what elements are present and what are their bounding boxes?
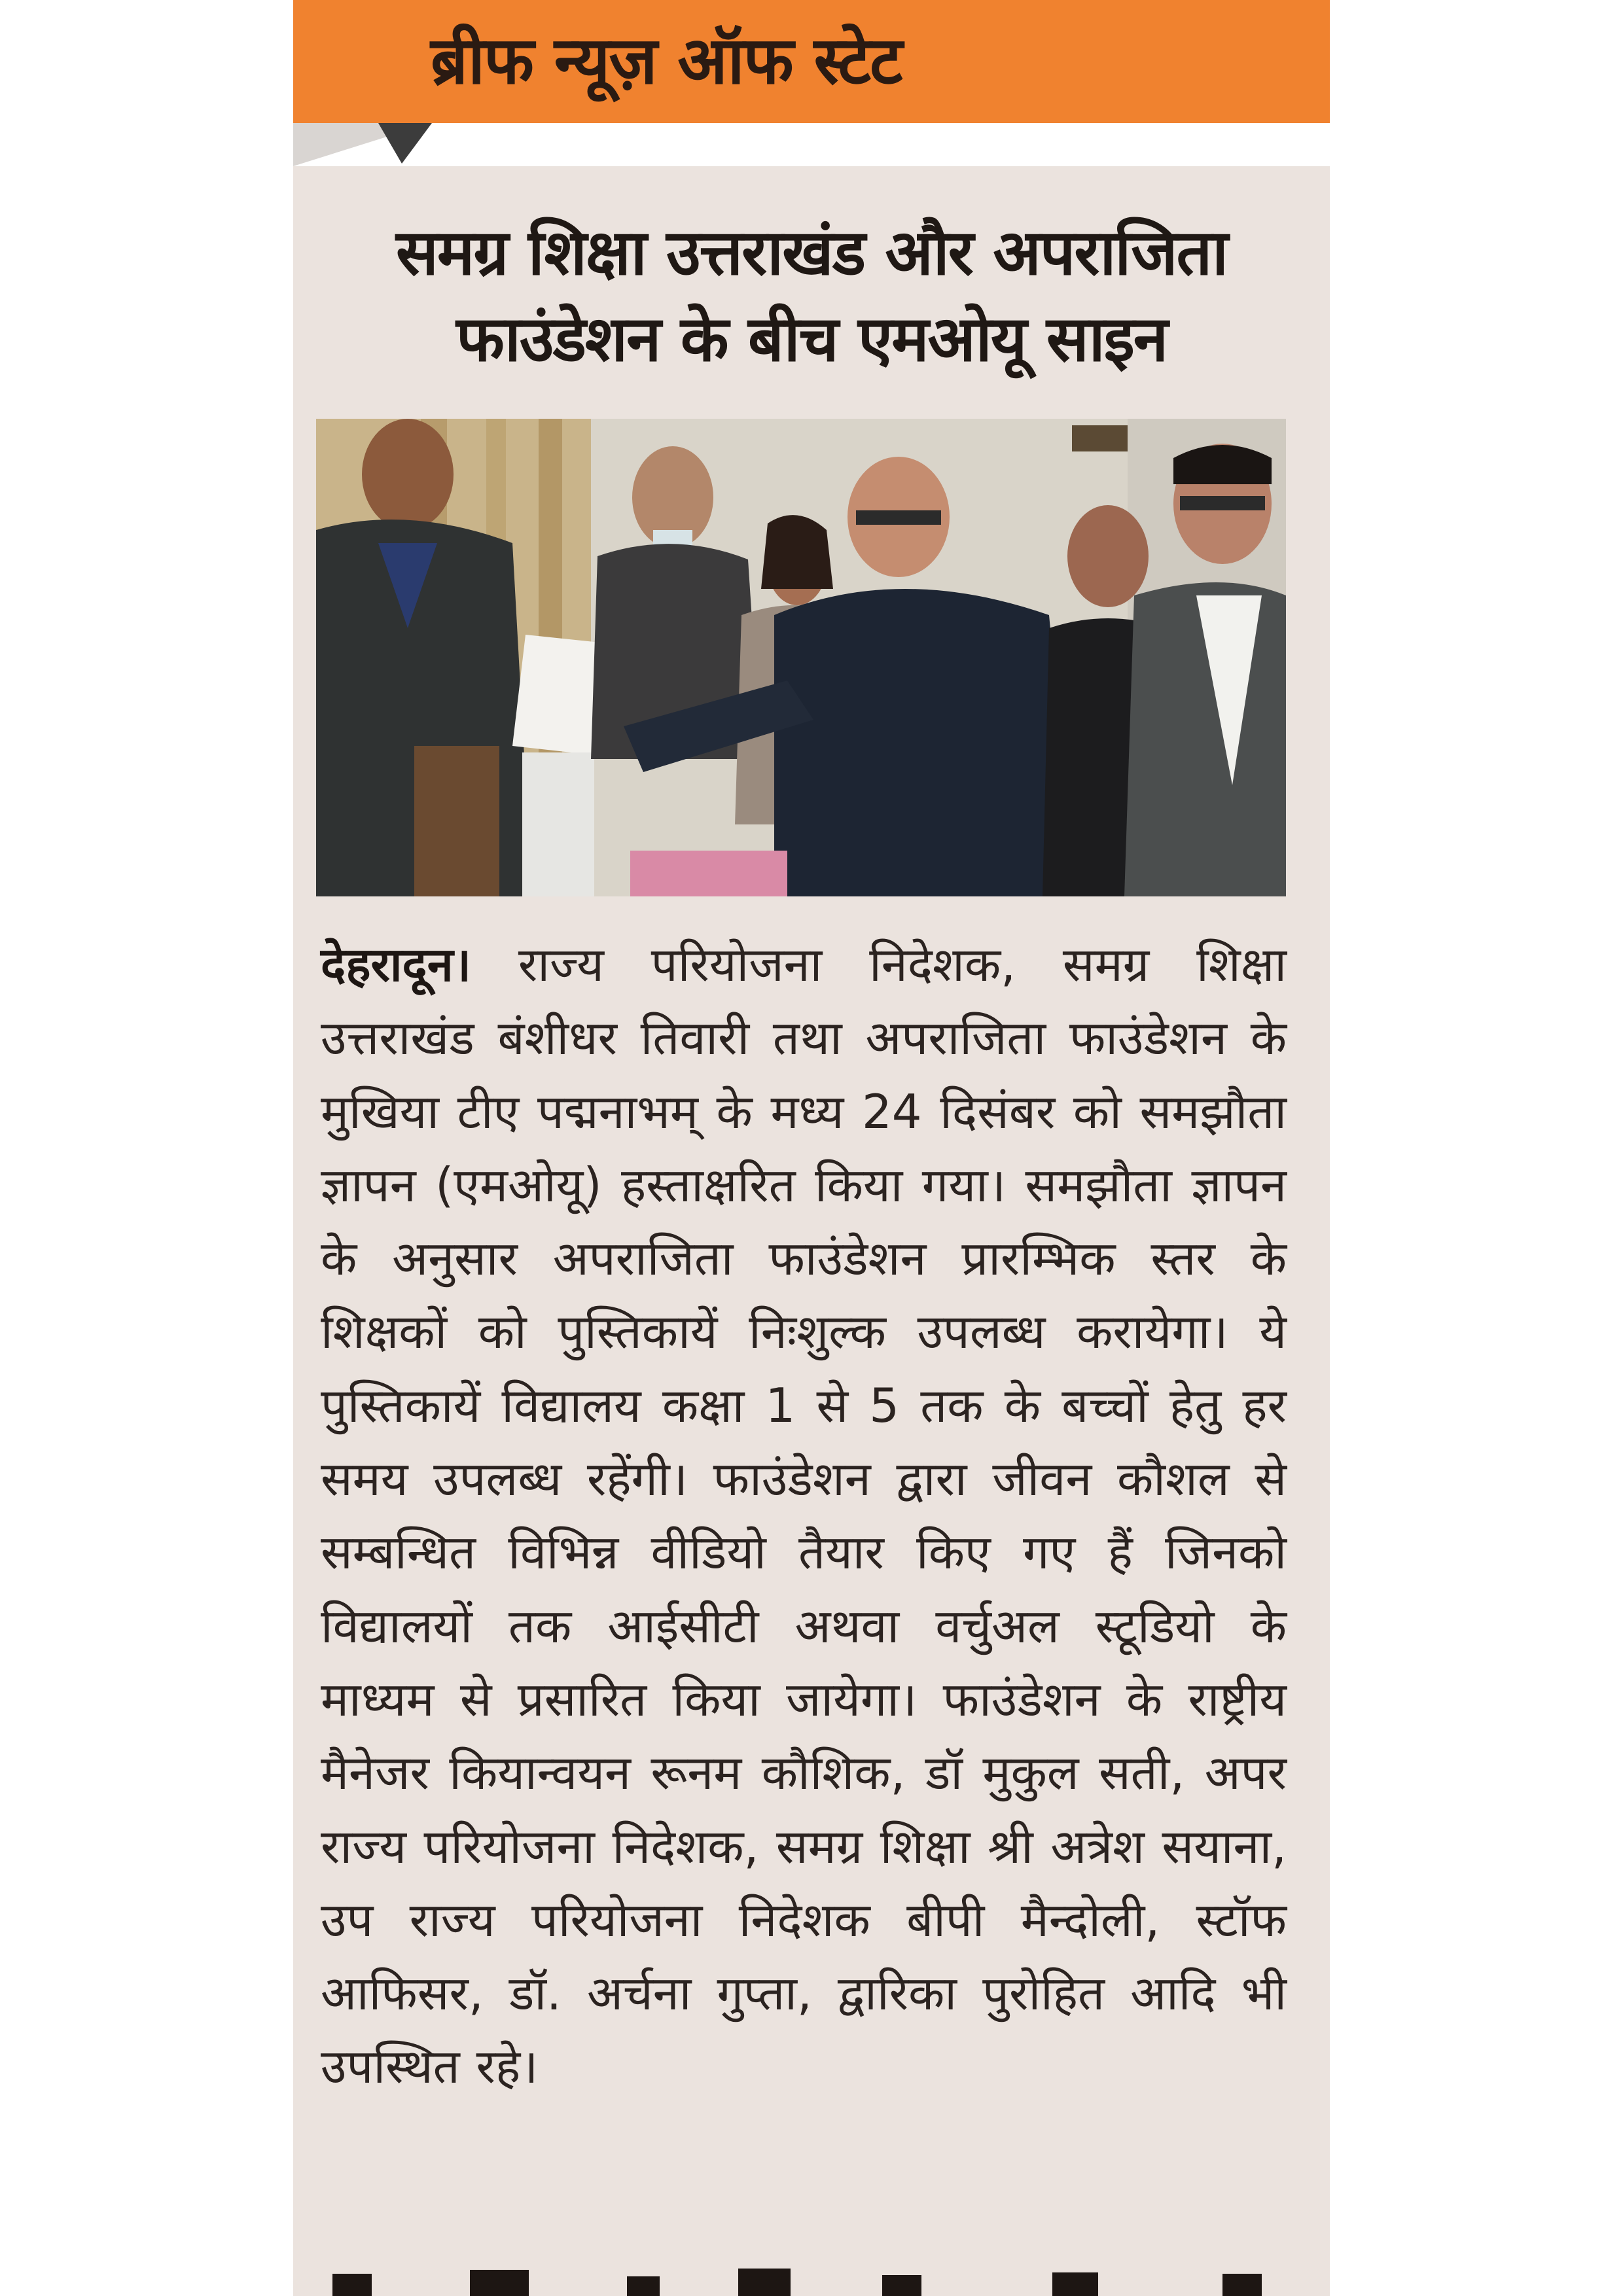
article-headline: समग्र शिक्षा उत्तराखंड और अपराजिता फाउंडेशन के बीच एमओयू साइन — [395, 216, 1228, 376]
cut-off-headline-fragment — [319, 2267, 1304, 2296]
banner-strip — [293, 123, 1330, 166]
next-article-cutoff — [319, 2267, 1304, 2296]
article-body-text: राज्य परियोजना निदेशक, समग्र शिक्षा उत्तराखंड बंशीधर तिवारी तथा अपराजिता फाउंडेशन के मुखिया टीए पद्मनाभम् के मध्य 24 दिसंबर को समझौता ज्ञापन (एमओयू) हस्ताक्षरित किया गया। समझौता ज्ञापन के अनुसार अपराजिता फाउंडेशन प्रारम्भिक स्तर के शिक्षकों को पुस्तिकायें निःशुल्क उपलब्ध करायेगा। ये पुस्तिकायें विद्यालय कक्षा 1 से 5 तक के बच्चों हेतु हर समय उपलब्ध रहेंगी। फाउंडेशन द्वारा जीवन कौशल से सम्बन्धित विभिन्न वीडियो तैयार किए गए हैं जिनको विद्यालयों तक आईसीटी अथवा वर्चुअल स्टूडियो के माध्यम से प्रसारित किया जायेगा। फाउंडेशन के राष्ट्रीय मैनेजर कियान्वयन रूनम कौशिक, डॉ मुकुल सती, अपर राज्य परियोजना निदेशक, समग्र शिक्षा श्री अत्रेश सयाना, उप राज्य परियोजना निदेशक बीपी मैन्दोली, स्टॉफ आफिसर, डॉ. अर्चना गुप्ता, द्वारिका पुरोहित आदि भी उपस्थित रहे। — [321, 937, 1287, 2094]
mou-signing-photo — [316, 419, 1286, 896]
newspaper-clipping — [293, 0, 1330, 2296]
article-dateline: देहरादून। — [321, 937, 472, 992]
article-photo — [316, 419, 1286, 896]
section-title: ब्रीफ न्यूज़ ऑफ स्टेट — [431, 22, 902, 99]
section-banner — [293, 0, 1330, 123]
banner-notch-tip — [378, 123, 432, 164]
article-body — [321, 928, 1287, 2104]
